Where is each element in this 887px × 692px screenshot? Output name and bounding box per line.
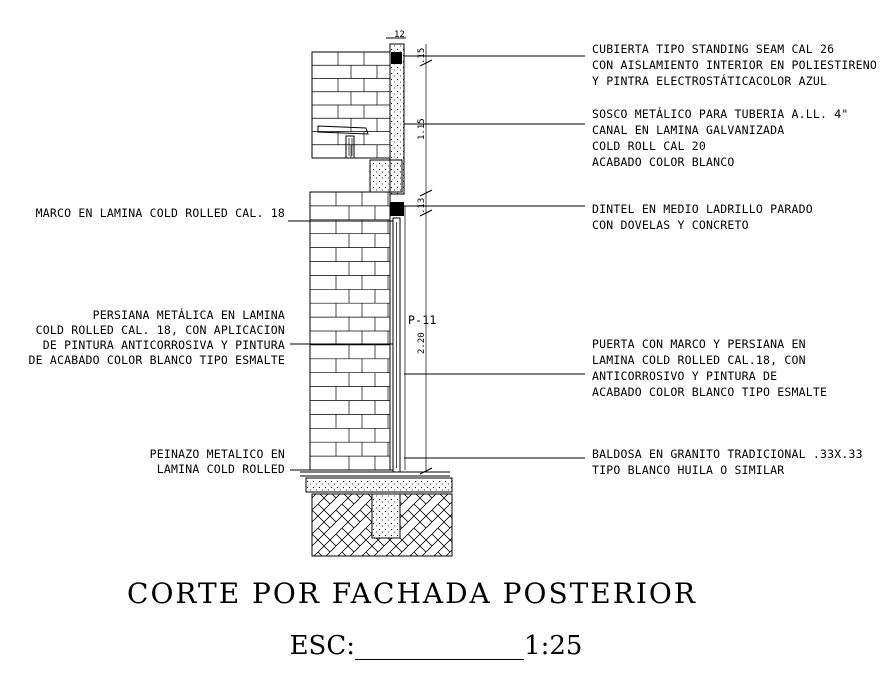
note-cubierta-line2: CON AISLAMIENTO INTERIOR EN POLIESTIRENO bbox=[592, 58, 877, 72]
note-persiana-line1: PERSIANA METÁLICA EN LAMINA bbox=[92, 308, 285, 322]
dim-label-2: 1.15 bbox=[417, 118, 427, 140]
upper-brick-wall bbox=[312, 52, 390, 158]
dim-label-4: 2.20 bbox=[417, 332, 427, 354]
note-marco-line1: MARCO EN LAMINA COLD ROLLED CAL. 18 bbox=[35, 206, 285, 220]
note-sosco-line3: COLD ROLL CAL 20 bbox=[592, 139, 706, 153]
note-puerta-line1: PUERTA CON MARCO Y PERSIANA EN bbox=[592, 337, 806, 351]
note-baldosa-line2: TIPO BLANCO HUILA O SIMILAR bbox=[592, 463, 785, 477]
top-dimension-label: 12 bbox=[394, 30, 405, 40]
floor-slab bbox=[300, 472, 452, 492]
note-persiana-line4: DE ACABADO COLOR BLANCO TIPO ESMALTE bbox=[28, 353, 285, 367]
note-puerta-line2: LAMINA COLD ROLLED CAL.18, CON bbox=[592, 353, 806, 367]
vertical-dimension-line bbox=[408, 44, 437, 474]
lower-brick-wall bbox=[310, 192, 390, 470]
note-puerta-line3: ANTICORROSIVO Y PINTURA DE bbox=[592, 369, 778, 383]
note-dintel-line1: DINTEL EN MEDIO LADRILLO PARADO bbox=[592, 202, 813, 216]
note-sosco-line1: SOSCO METÁLICO PARA TUBERIA A.LL. 4" bbox=[592, 107, 849, 121]
drawing-title: CORTE POR FACHADA POSTERIOR bbox=[127, 577, 697, 610]
note-peinazo-line2: LAMINA COLD ROLLED bbox=[156, 462, 285, 476]
dim-label-3: .13 bbox=[417, 197, 427, 214]
note-cubierta-line3: Y PINTRA ELECTROSTÁTICACOLOR AZUL bbox=[592, 74, 828, 88]
note-puerta-line4: ACABADO COLOR BLANCO TIPO ESMALTE bbox=[592, 385, 828, 399]
foundation bbox=[312, 494, 452, 556]
note-peinazo-line1: PEINAZO METALICO EN bbox=[149, 447, 285, 461]
note-cubierta-line1: CUBIERTA TIPO STANDING SEAM CAL 26 bbox=[592, 42, 835, 56]
note-baldosa-line1: BALDOSA EN GRANITO TRADICIONAL .33X.33 bbox=[592, 447, 863, 461]
downspout-bracket bbox=[318, 126, 368, 158]
notes-left bbox=[29, 206, 285, 476]
door-frame bbox=[393, 206, 405, 472]
note-sosco-line2: CANAL EN LAMINA GALVANIZADA bbox=[592, 123, 785, 137]
notes-right bbox=[592, 42, 877, 477]
note-persiana-line2: COLD ROLLED CAL. 18, CON APLICACION bbox=[35, 323, 285, 337]
drawing-scale: ESC:_____________1:25 bbox=[289, 631, 583, 661]
note-dintel-line2: CON DOVELAS Y CONCRETO bbox=[592, 218, 749, 232]
dim-label-1: .15 bbox=[417, 47, 427, 64]
door-tag: P-11 bbox=[408, 313, 437, 327]
note-sosco-line4: ACABADO COLOR BLANCO bbox=[592, 155, 735, 169]
note-persiana-line3: DE PINTURA ANTICORROSIVA Y PINTURA bbox=[42, 338, 285, 352]
top-dimension-marker bbox=[386, 30, 406, 40]
roof-gutter-column bbox=[370, 44, 404, 216]
